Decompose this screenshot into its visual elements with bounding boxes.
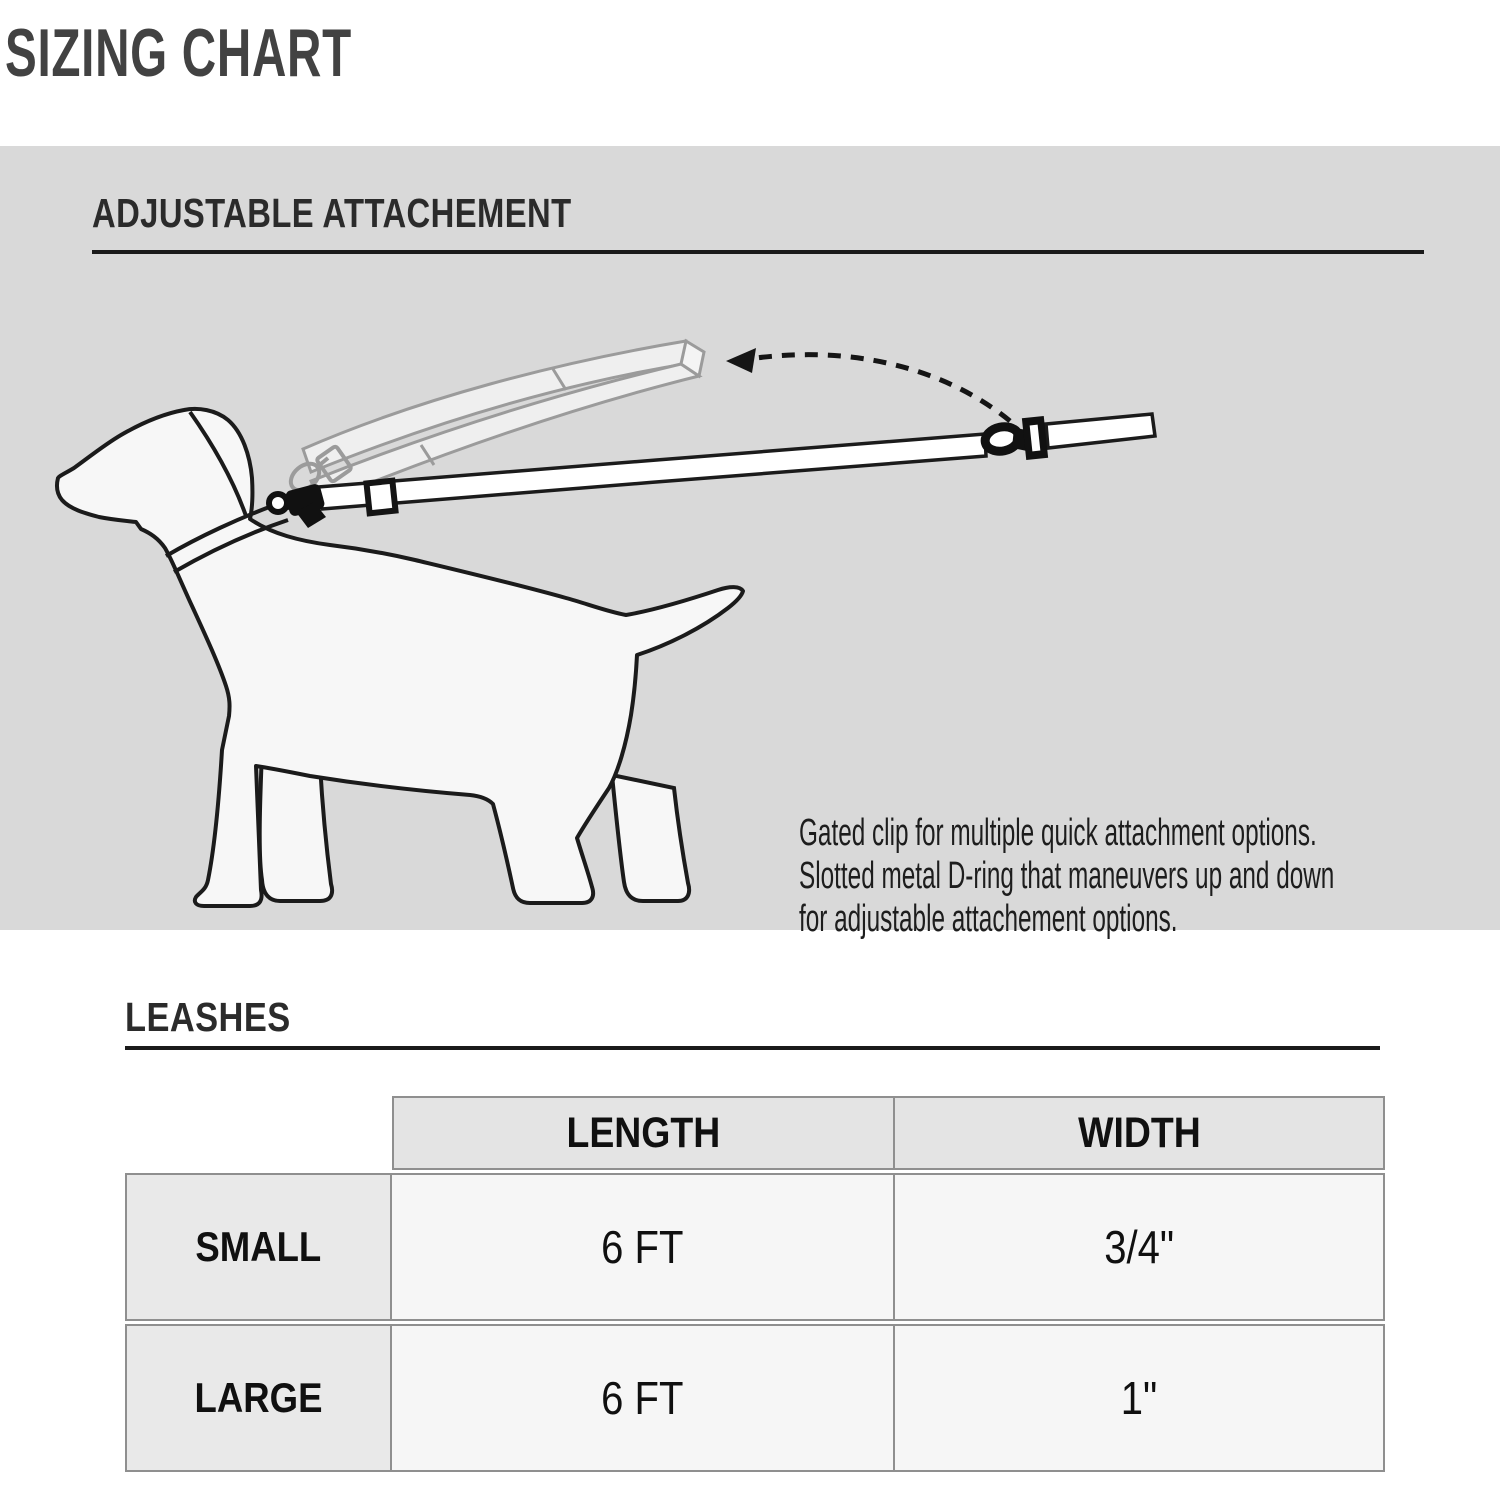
table-row: [125, 1324, 1385, 1472]
attachment-section-heading: ADJUSTABLE ATTACHEMENT: [92, 190, 572, 236]
leashes-heading-rule: [125, 1046, 1380, 1050]
description-line: Slotted metal D-ring that maneuvers up and down: [799, 855, 1335, 897]
adjustable-attachment-panel: [0, 146, 1500, 940]
large-length-value: 6 FT: [392, 1324, 895, 1472]
attachment-description: [799, 812, 1500, 941]
gated-snap-clip: [983, 416, 1048, 460]
dog-far-back-leg: [612, 775, 689, 901]
row-label-small: SMALL: [125, 1173, 392, 1321]
table-row: [125, 1173, 1385, 1321]
table-corner-spacer: [125, 1096, 392, 1170]
description-line: Gated clip for multiple quick attachment options.: [799, 812, 1317, 854]
collar-d-ring: [269, 494, 287, 512]
small-length-value: 6 FT: [392, 1173, 895, 1321]
large-width-value: 1": [895, 1324, 1385, 1472]
collar-clip-hardware: [284, 483, 326, 528]
column-header-width: WIDTH: [895, 1096, 1385, 1170]
curved-dashed-motion-arrow: [726, 348, 1010, 421]
leashes-section-heading: LEASHES: [125, 994, 291, 1040]
row-label-large: LARGE: [125, 1324, 392, 1472]
table-header-row: [125, 1096, 1385, 1170]
arrowhead: [726, 348, 756, 373]
leash-tip-strap: [1046, 414, 1155, 448]
column-header-length: LENGTH: [392, 1096, 895, 1170]
description-line: for adjustable attachement options.: [799, 898, 1178, 940]
small-width-value: 3/4": [895, 1173, 1385, 1321]
leashes-sizing-table: [125, 1096, 1385, 1475]
leash-slider-buckle: [367, 481, 396, 514]
page-title: SIZING CHART: [5, 15, 352, 91]
